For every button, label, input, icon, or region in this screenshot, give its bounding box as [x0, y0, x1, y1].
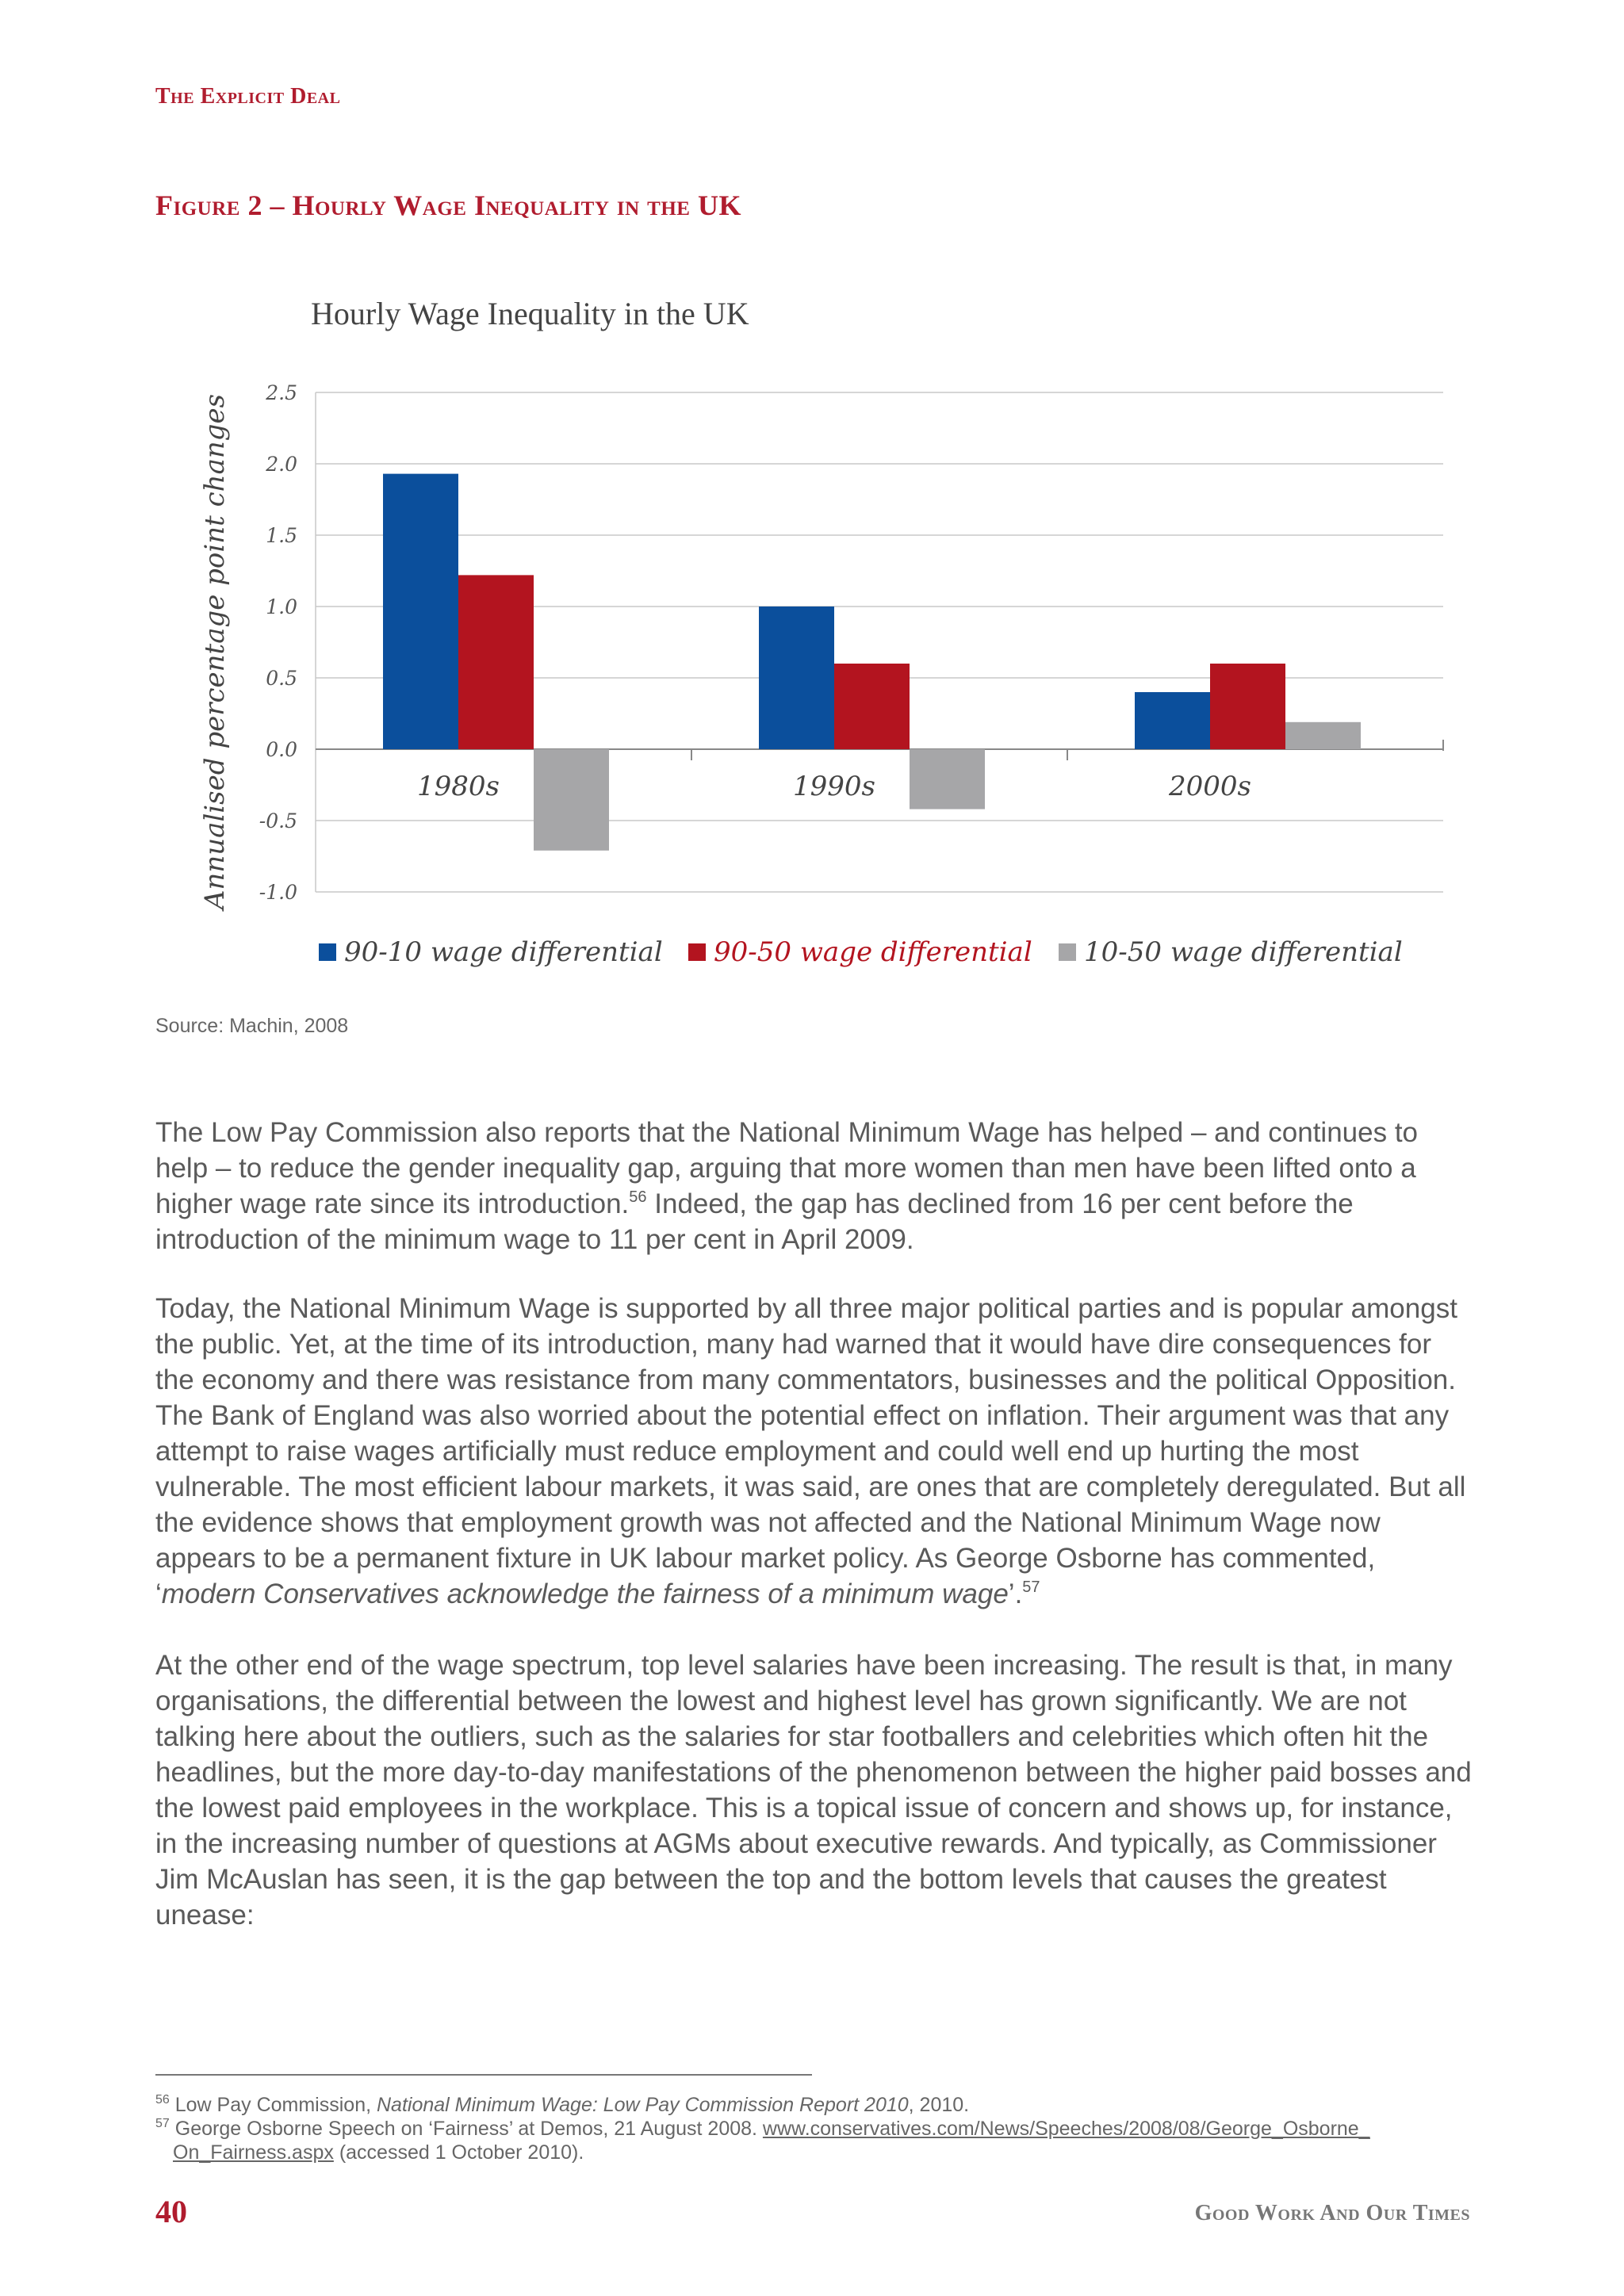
bar-chart: [190, 373, 1459, 991]
figure-source: Source: Machin, 2008: [155, 1015, 349, 1037]
y-tick-label: 0.5: [266, 667, 297, 690]
y-axis-label: Annualised percentage point changes: [199, 393, 231, 910]
footnote-57-text-a: George Osborne Speech on ‘Fairness’ at Demos, 21 August 2008.: [169, 2118, 763, 2140]
y-tick-label: 0.0: [266, 738, 297, 761]
footnote-56: [155, 2093, 1472, 2117]
bar-1980s-series-3: [534, 749, 609, 851]
paragraph-1-text-b: Indeed, the gap has declined from 16 per cent before the introduction of the minimum wage to 11 per cent in April 2009.: [155, 1188, 1354, 1255]
footnote-57-number: 57: [155, 2117, 170, 2130]
bar-1990s-series-3: [910, 749, 985, 809]
y-tick-label: 2.0: [266, 453, 297, 476]
footnote-57-link[interactable]: www.conservatives.com/News/Speeches/2008/08/George_Osborne_: [762, 2118, 1370, 2140]
bar-1980s-series-1: [383, 474, 458, 749]
footnote-ref-57[interactable]: 57: [1022, 1578, 1040, 1596]
legend-swatch: [1059, 943, 1076, 961]
footnote-divider: [155, 2074, 812, 2076]
paragraph-1-text-a: The Low Pay Commission also reports that the National Minimum Wage has helped – and continues to help – to reduce the gender inequality gap, arguing that more women than men have been lifted onto a higher wage rate since its introduction.: [155, 1117, 1419, 1219]
paragraph-1: [155, 1115, 1472, 1257]
figure-caption: Figure 2 – Hourly Wage Inequality in the UK: [155, 189, 741, 221]
x-tick-label: 2000s: [1169, 771, 1251, 802]
osborne-quote: modern Conservatives acknowledge the fairness of a minimum wage: [161, 1578, 1009, 1609]
footnote-57-text-b: (accessed 1 October 2010).: [333, 2141, 584, 2164]
page-number: 40: [155, 2194, 187, 2229]
y-tick-label: 1.5: [266, 524, 297, 547]
running-head: The Explicit Deal: [155, 84, 341, 109]
paragraph-3: At the other end of the wage spectrum, top level salaries have been increasing. The result is that, in many organisations, the differential between the lowest and highest level has grown significantly. We are not talking here about the outliers, such as the salaries for star footballers and celebrities which often hit the headlines, but the more day-to-day manifestations of the phenomenon between the higher paid bosses and the lowest paid employees in the workplace. This is a topical issue of concern and shows up, for instance, in the increasing number of questions at AGMs about executive rewards. And typically, as Commissioner Jim McAuslan has seen, it is the gap between the top and the bottom levels that causes the greatest unease:: [155, 1650, 1472, 1931]
footnote-57: [155, 2117, 1472, 2164]
footnote-57-link-cont[interactable]: On_Fairness.aspx: [173, 2141, 334, 2164]
x-tick-label: 1980s: [417, 771, 500, 802]
bar-1990s-series-2: [834, 664, 910, 749]
bar-1990s-series-1: [759, 607, 834, 749]
y-tick-label: 2.5: [266, 381, 297, 404]
y-tick-label: -0.5: [259, 809, 297, 832]
bar-2000s-series-1: [1135, 692, 1210, 749]
footnote-56-text-b: , 2010.: [908, 2094, 970, 2116]
bar-2000s-series-2: [1210, 664, 1285, 749]
running-foot: Good Work And Our Times: [1194, 2201, 1470, 2225]
x-tick-label: 1990s: [793, 771, 875, 802]
legend-swatch: [319, 943, 336, 961]
bar-1980s-series-2: [458, 575, 534, 749]
legend-label: 90-50 wage differential: [714, 936, 1032, 968]
paragraph-2-text-b: ’.: [1008, 1578, 1023, 1609]
legend-label: 10-50 wage differential: [1084, 936, 1403, 968]
legend-label: 90-10 wage differential: [344, 936, 663, 968]
bar-2000s-series-3: [1285, 722, 1361, 749]
chart-title: Hourly Wage Inequality in the UK: [311, 296, 749, 331]
y-tick-label: -1.0: [259, 881, 297, 904]
footnote-ref-56[interactable]: 56: [629, 1188, 647, 1206]
footnote-56-text-a: Low Pay Commission,: [169, 2094, 377, 2116]
y-tick-label: 1.0: [266, 595, 297, 618]
paragraph-2-text-a: Today, the National Minimum Wage is supported by all three major political parties and is popular amongst the public. Yet, at the time of its introduction, many had warned that it would have dire consequences for the economy and there was resistance from many commentators, businesses and the political Opposition. The Bank of England was also worried about the potential effect on inflation. Their argument was that any attempt to raise wages artificially must reduce employment and could well end up hurting the most vulnerable. The most efficient labour markets, it was said, are ones that are completely deregulated. But all the evidence shows that employment growth was not affected and the National Minimum Wage now appears to be a permanent fixture in UK labour market policy. As George Osborne has commented, ‘: [155, 1293, 1466, 1609]
footnote-56-number: 56: [155, 2093, 170, 2107]
paragraph-2: [155, 1291, 1472, 1612]
footnote-56-title: National Minimum Wage: Low Pay Commission Report 2010: [377, 2094, 909, 2116]
legend-swatch: [688, 943, 706, 961]
